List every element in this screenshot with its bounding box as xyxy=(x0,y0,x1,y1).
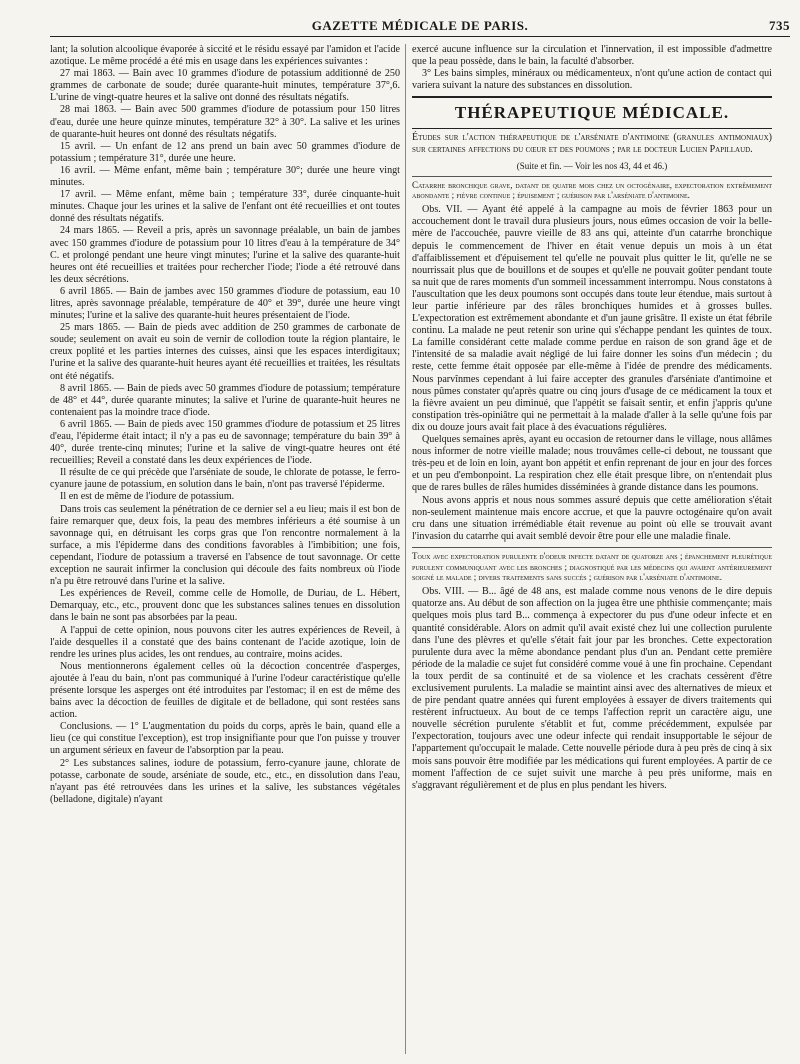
paragraph: 3° Les bains simples, minéraux ou médicamenteux, n'ont qu'une action de contact qui variera suivant la nature des substances en dissolution. xyxy=(412,68,772,92)
paragraph: 28 mai 1863. — Bain avec 500 grammes d'iodure de potassium pour 150 litres d'eau, durée une heure quinze minutes, température 32° à 30°. La salive et les urines de quarante-huit heures ont donné des résultats négatifs. xyxy=(50,104,400,140)
case-rubric: Toux avec expectoration purulente d'odeur infecte datant de quatorze ans ; épanchement pleurétique purulent communiquant avec les bronches ; diagnostiqué par les médecins qui avaient antérieurement soigné le malade ; divers traitements sans succès ; guérison par l'arséniate d'antimoine. xyxy=(412,547,772,583)
paragraph: Obs. VIII. — B... âgé de 48 ans, est malade comme nous venons de le dire depuis quatorze ans. Au début de son affection on la jugea être une phthisie commençante; mais quelques mois plus tard B... commença à expectorer du pus d'une odeur infecte et en quantité considérable. Alors on admit qu'il avait existé chez lui une collection purulente dans l'une des plèvres et qu'elle s'était fait jour par les bronches. Cette expectoration purulente dura avec la même abondance pendant plus d'un an. Pendant cette première période de la maladie ce sujet fut considéré comme voué à une fin prochaine. Cependant la toux perdit de sa continuité et de sa violence et les crachats cessèrent d'être exclusivement purulents. La maladie se maintint ainsi avec des alternatives de mieux et de pire pendant quatre années qui furent employées à essayer de divers traitements qui restèrent infructueux. Au bout de ce temps l'affection reprit un caractère aigu, une nouvelle sécrétion purulente s'établit et fut, comme précédemment, expulsée par l'expectoration, toujours avec une odeur infecte qui rendait insupportable le séjour de l'appartement qu'occupait le malade. Cette nouvelle période dura à peu près de cinq à six mois sans pouvoir être modifiée par les médications qui furent employées. A partir de ce moment l'affection de ce sujet suivit une marche à peu près uniforme, mais en s'aggravant régulièrement et de plus en plus pendant les hivers. xyxy=(412,586,772,791)
paragraph: Quelques semaines après, ayant eu occasion de retourner dans le village, nous allâmes nous informer de notre vieille malade; nous trouvâmes celle-ci debout, ne toussant que très-peu et de loin en loin, ayant bon appétit et enfin reprenant de jour en jour des forces et un peu d'embonpoint. La respiration chez elle était presque libre, on n'entendait plus que de rares bulles de râles humides disséminées à grande distance dans les poumons. xyxy=(412,434,772,494)
paragraph: 24 mars 1865. — Reveil a pris, après un savonnage préalable, un bain de jambes avec 150 grammes d'iodure de potassium pour 10 litres d'eau à la température de 34° C. et prolongé pendant une heure vingt minutes; l'urine et la salive des quarante-huit heures ont été recueillies et traitées pour rechercher l'iode; l'iode a été retrouvé dans les deux sécrétions. xyxy=(50,225,400,285)
paragraph: 17 avril. — Même enfant, même bain ; température 33°, durée cinquante-huit minutes. Chaque jour les urines et la salive de l'enfant ont été recueillies et ont toutes donné des résultats négatifs. xyxy=(50,189,400,225)
paragraph: 27 mai 1863. — Bain avec 10 grammes d'iodure de potassium additionné de 250 grammes de carbonate de soude; durée quarante-huit minutes, température 37°,6. L'urine de vingt-quatre heures et la salive ont donné des résultats négatifs. xyxy=(50,68,400,104)
paragraph: 2° Les substances salines, iodure de potassium, ferro-cyanure jaune, chlorate de potasse, carbonate de soude, arséniate de soude, etc., etc., en dissolution dans l'eau, n'ayant pas été retrouvées dans les urines et la salive, les substances végétales (belladone, digitale) n'ayant xyxy=(50,757,400,805)
paragraph: 6 avril 1865. — Bain de jambes avec 150 grammes d'iodure de potassium, eau 10 litres, après savonnage préalable, température de 40° et 39°, durée une heure vingt minutes; l'urine et la salive des quarante-huit heures présentaient de l'iode. xyxy=(50,285,400,322)
paragraph: Il résulte de ce qui précède que l'arséniate de soude, le chlorate de potasse, le ferro-cyanure jaune de potassium, en solution dans le bain, n'ont pas traversé l'épiderme. xyxy=(50,467,400,491)
journal-title: GAZETTE MÉDICALE DE PARIS. xyxy=(311,18,529,33)
paragraph: Il en est de même de l'iodure de potassium. xyxy=(60,491,235,503)
paragraph: lant; la solution alcoolique évaporée à siccité et le résidu essayé par l'amidon et l'acide azotique. Le même procédé a été mis en usage dans les expériences suivantes : xyxy=(50,44,400,68)
paragraph: Conclusions. — 1° L'augmentation du poids du corps, après le bain, quand elle a lieu (ce qui constitue l'exception), est trop insignifiante pour que l'on puisse y trouver un argument sérieux en faveur de l'absorption par la peau. xyxy=(50,721,400,757)
paragraph: 15 avril. — Un enfant de 12 ans prend un bain avec 50 grammes d'iodure de potassium ; température 31°, durée une heure. xyxy=(50,140,400,164)
paragraph: Nous avons appris et nous nous sommes assuré depuis que cette amélioration s'était non-seulement maintenue mais encore accrue, et que la pauvre octogénaire qu'on avait cru dans une situation irrémédiable était revenue au point où elle se trouvait avant l'invasion du catarrhe qui avait semblé devoir être pour elle une maladie finale. xyxy=(412,494,772,542)
paragraph: 25 mars 1865. — Bain de pieds avec addition de 250 grammes de carbonate de soude; seulement on avait eu soin de vernir de collodion toute la région plantaire, le creux poplité et les parties internes des cuisses, ainsi que les espaces interdigitaux; l'urine et la salive des quarante-huit heures ayant été recueillies et traitées, les résultats ont été négatifs. xyxy=(50,322,400,382)
paragraph: 8 avril 1865. — Bain de pieds avec 50 grammes d'iodure de potassium; température de 48° et 44°, durée quarante minutes; la salive et l'urine de quarante-huit heures ne contenaient pas la moindre trace d'iode. xyxy=(50,382,400,418)
paragraph: exercé aucune influence sur la circulation et l'innervation, il est impossible d'admettre que la peau possède, dans le bain, la faculté d'absorber. xyxy=(412,44,772,68)
page-number: 735 xyxy=(769,18,790,33)
paragraph: 6 avril 1865. — Bain de pieds avec 150 grammes d'iodure de potassium et 25 litres d'eau, l'épiderme était intact; il n'y a pas eu de savonnage; température du bain 39° à 40°, durée trente-cinq minutes; l'urine et la salive de vingt-quatre heures ont été recueillies; Reveil a constaté dans les deux expériences de l'iode. xyxy=(50,418,400,467)
paragraph: Obs. VII. — Ayant été appelé à la campagne au mois de février 1863 pour un accouchement dont le travail dura plusieurs jours, nous eûmes occasion de voir la belle-mère de l'accouchée, pauvre vieille de 83 ans qui, atteinte d'un catarrhe bronchique depuis le commencement de l'hiver en était venue depuis un mois à un état d'affaiblissement et d'épuisement tel qu'elle ne pouvait plus quitter le lit, qu'elle ne se nourrissait plus que de bouillons et de soupes et qu'elle ne pouvait goûter pendant toute sa nuit que de rares moments d'un sommeil incessamment interrompu. Nous constatons à l'auscultation que les deux poumons sont occupés dans toute leur étendue, mais surtout à leur partie inférieure par des râles bronchiques humides et à grosses bulles. L'expectoration est extrêmement abondante et d'un jaune grisâtre. Il existe un état fébrile continu. La malade ne peut retenir son urine qui s'échappe pendant les quintes de toux. La famille considérant cette malade comme perdue en raison de son grand âge et de l'intensité de sa maladie avait négligé de lui faire donner les soins d'un médecin ; du reste, cette femme était opposée par elle-même à l'idée de prendre des médicaments. Nous parvînmes cependant à lui faire accepter des granules d'arséniate d'antimoine et nous pûmes constater qu'après quatre ou cinq jours d'usage de ce médicament la toux et la fièvre avaient un peu diminué, que l'appétit se faisait sentir, et enfin j'appris qu'une constipation très-opiniâtre qui ne permettait à la malade d'aller à la selle qu'une fois par dix ou douze jours avait fait place à des évacuations régulières. xyxy=(412,204,772,433)
paragraph: Dans trois cas seulement la pénétration de ce dernier sel a eu lieu; mais il est bon de faire remarquer que, deux fois, la peau des membres inférieurs a été soumise à un savonnage qui, en détruisant les corps gras que l'on rencontre normalement à la surface, a mis l'épiderme dans des conditions favorables à l'imbibition; une fois, cependant, l'iodure de potassium a traversé en l'absence de tout savonnage. Or cette exception ne saurait infirmer la conclusion qui découle des faits nombreux où l'iode n'a pu être retrouvé dans l'urine et la salive. xyxy=(50,503,400,588)
continuation-note: (Suite et fin. — Voir les nos 43, 44 et 46.) xyxy=(516,160,668,171)
paragraph: 16 avril. — Même enfant, même bain ; température 30°; durée une heure vingt minutes. xyxy=(50,164,400,189)
paragraph: Les expériences de Reveil, comme celle de Homolle, de Duriau, de L. Hébert, Demarquay, etc., etc., prouvent donc que les substances salines tenues en dissolution dans le bain ne sont pas absorbées par la peau. xyxy=(50,588,400,624)
left-column xyxy=(50,44,400,1060)
right-column xyxy=(412,44,772,1060)
column-divider xyxy=(405,44,406,1054)
paragraph: A l'appui de cette opinion, nous pouvons citer les autres expériences de Reveil, à l'aide desquelles il a constaté que des bains contenant de l'acide azotique, loin de rendre les urines plus acides, les ont rendues, au contraire, moins acides. xyxy=(50,624,400,660)
paragraph: Nous mentionnerons également celles où la décoction concentrée d'asperges, ajoutée à l'eau du bain, n'ont pas communiqué à l'urine l'odeur caractéristique qu'elle présente lorsque les asperges ont été introduites par l'estomac; il en est de même des bains avec la décoction de feuilles de digitale et de belladone, qui sont restées sans action. xyxy=(50,660,400,721)
case-rubric: Catarrhe bronchique grave, datant de quatre mois chez un octogénaire, expectoration extrêmement abondante ; fièvre continue ; épuisement ; guérison par l'arséniate d'antimoine. xyxy=(412,176,772,202)
page-header xyxy=(50,16,790,37)
article-heading: Études sur l'action thérapeutique de l'arséniate d'antimoine (granules antimoniaux) sur certaines affections du cœur et des poumons ; par le docteur Lucien Papillaud. xyxy=(412,132,772,156)
section-title: THÉRAPEUTIQUE MÉDICALE. xyxy=(412,96,772,129)
